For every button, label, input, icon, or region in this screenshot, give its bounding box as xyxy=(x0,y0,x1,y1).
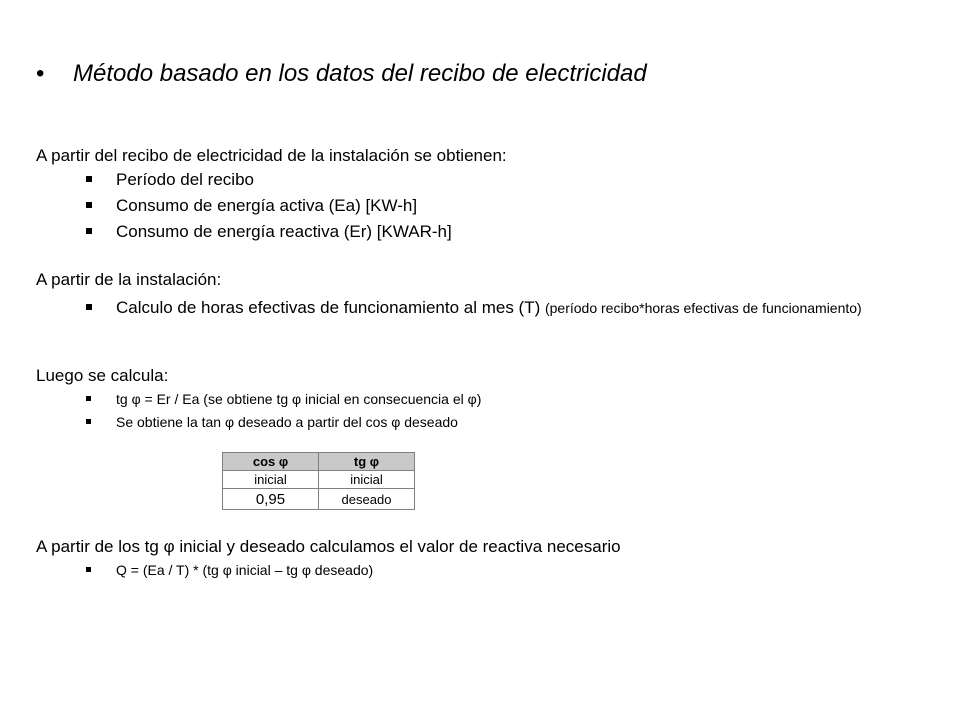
table-row xyxy=(223,471,415,489)
list-item-text: Consumo de energía activa (Ea) [KW-h] xyxy=(116,196,418,215)
table-header-cell: cos φ xyxy=(223,453,319,471)
section3-heading: Luego se calcula: xyxy=(36,366,169,385)
table-header-cell: tg φ xyxy=(319,453,415,471)
square-bullet-icon xyxy=(86,228,92,234)
table-row xyxy=(223,489,415,510)
title-bullet: • xyxy=(36,60,45,87)
cos-tg-table xyxy=(222,452,415,510)
table-cell: inicial xyxy=(319,471,415,489)
list-item-text: Período del recibo xyxy=(116,170,254,189)
square-bullet-icon xyxy=(86,202,92,208)
table-cell: 0,95 xyxy=(223,489,319,510)
square-bullet-icon xyxy=(86,396,91,401)
title-text: Método basado en los datos del recibo de electricidad xyxy=(73,60,647,87)
item-main-text: Calculo de horas efectivas de funcionamiento al mes (T) xyxy=(116,298,545,317)
square-bullet-icon xyxy=(86,419,91,424)
section4-heading: A partir de los tg φ inicial y deseado calculamos el valor de reactiva necesario xyxy=(36,537,621,556)
list-item-text: Consumo de energía reactiva (Er) [KWAR-h] xyxy=(116,222,452,241)
slide-title xyxy=(36,60,647,88)
table-cell: deseado xyxy=(319,489,415,510)
list-item-text: tg φ = Er / Ea (se obtiene tg φ inicial en consecuencia el φ) xyxy=(116,391,482,407)
section1-heading: A partir del recibo de electricidad de la instalación se obtienen: xyxy=(36,146,507,165)
list-item-text: Se obtiene la tan φ deseado a partir del cos φ deseado xyxy=(116,414,458,430)
item-note-text: (período recibo*horas efectivas de funcionamiento) xyxy=(544,300,862,316)
list-item-text: Q = (Ea / T) * (tg φ inicial – tg φ deseado) xyxy=(116,562,374,578)
square-bullet-icon xyxy=(86,176,92,182)
square-bullet-icon xyxy=(86,567,91,572)
section2-heading: A partir de la instalación: xyxy=(36,270,222,289)
list-item-text xyxy=(116,298,916,318)
table-header-row xyxy=(223,453,415,471)
square-bullet-icon xyxy=(86,304,92,310)
table-cell: inicial xyxy=(223,471,319,489)
